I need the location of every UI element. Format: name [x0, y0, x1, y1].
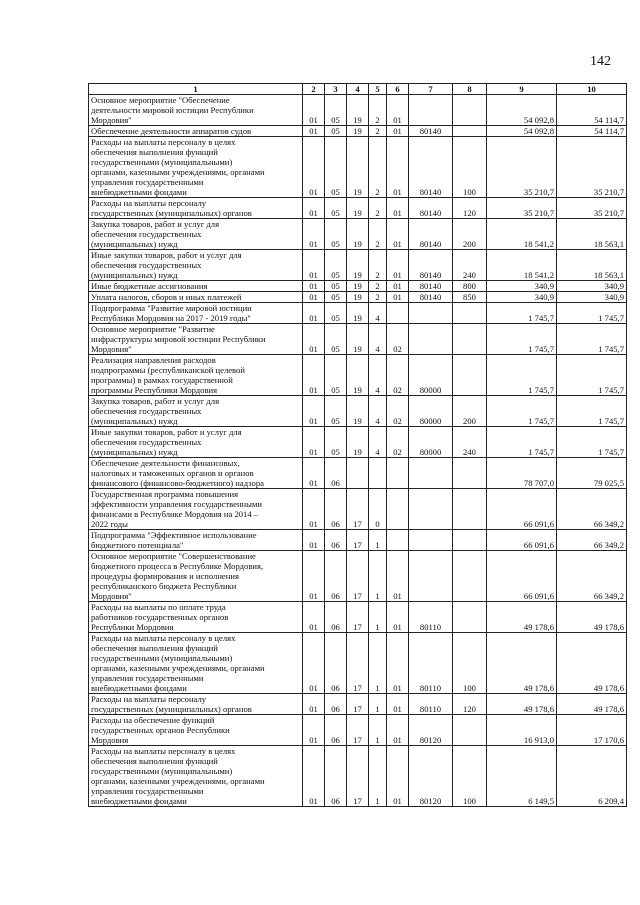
code-program: 19 [347, 250, 369, 281]
amount-year-1: 66 091,6 [487, 489, 557, 530]
code-activity: 01 [387, 715, 409, 746]
amount-year-1: 49 178,6 [487, 694, 557, 715]
table-row [89, 292, 627, 303]
amount-year-2: 35 210,7 [557, 137, 627, 198]
code-direction [409, 551, 453, 602]
code-section: 01 [303, 489, 325, 530]
code-subprogram: 1 [369, 602, 387, 633]
code-direction [409, 324, 453, 355]
amount-year-1: 49 178,6 [487, 602, 557, 633]
row-name: Иные бюджетные ассигнования [89, 281, 303, 292]
code-section: 01 [303, 292, 325, 303]
row-name: Расходы на выплаты персоналу в целях обеспечения выполнения функций государственными (муниципальными) органами, казенными учреждениями, органами управления государственными внебюджетными фондами [89, 633, 303, 694]
code-activity: 02 [387, 324, 409, 355]
code-subprogram: 4 [369, 303, 387, 324]
row-name: Основное мероприятие "Обеспечение деятельности мировой юстиции Республики Мордовия" [89, 95, 303, 126]
table-row [89, 198, 627, 219]
code-section: 01 [303, 427, 325, 458]
code-section: 01 [303, 219, 325, 250]
code-activity: 01 [387, 137, 409, 198]
amount-year-2: 49 178,6 [557, 633, 627, 694]
table-row [89, 530, 627, 551]
code-activity: 01 [387, 292, 409, 303]
code-section: 01 [303, 458, 325, 489]
code-subprogram: 4 [369, 324, 387, 355]
table-row [89, 602, 627, 633]
code-section: 01 [303, 281, 325, 292]
code-section: 01 [303, 95, 325, 126]
code-expense-type [453, 530, 487, 551]
code-section: 01 [303, 602, 325, 633]
code-activity [387, 458, 409, 489]
table-row [89, 250, 627, 281]
code-direction: 80140 [409, 219, 453, 250]
code-program: 19 [347, 198, 369, 219]
code-direction: 80110 [409, 633, 453, 694]
code-section: 01 [303, 198, 325, 219]
code-activity: 01 [387, 633, 409, 694]
table-row [89, 126, 627, 137]
amount-year-2: 1 745,7 [557, 324, 627, 355]
col-header: 7 [409, 84, 453, 95]
amount-year-1: 66 091,6 [487, 530, 557, 551]
code-subsection: 05 [325, 427, 347, 458]
row-name: Реализация направления расходов подпрограммы (республиканской целевой программы) в рамках государственной программы Республики Мордовия [89, 355, 303, 396]
code-expense-type: 120 [453, 198, 487, 219]
code-subsection: 05 [325, 281, 347, 292]
table-row [89, 694, 627, 715]
code-direction: 80140 [409, 292, 453, 303]
code-subprogram: 2 [369, 126, 387, 137]
amount-year-1: 1 745,7 [487, 396, 557, 427]
code-expense-type: 200 [453, 219, 487, 250]
code-program: 17 [347, 489, 369, 530]
page-number: 142 [590, 54, 611, 69]
amount-year-1: 1 745,7 [487, 355, 557, 396]
code-subsection: 05 [325, 198, 347, 219]
code-subprogram: 2 [369, 250, 387, 281]
code-program: 17 [347, 715, 369, 746]
code-subprogram: 4 [369, 427, 387, 458]
code-activity: 02 [387, 355, 409, 396]
code-program: 17 [347, 530, 369, 551]
table-row [89, 427, 627, 458]
code-subsection: 05 [325, 355, 347, 396]
code-direction [409, 95, 453, 126]
code-activity: 01 [387, 551, 409, 602]
code-expense-type [453, 602, 487, 633]
code-subsection: 05 [325, 137, 347, 198]
header-row [89, 84, 627, 95]
col-header: 3 [325, 84, 347, 95]
code-expense-type [453, 458, 487, 489]
code-section: 01 [303, 633, 325, 694]
code-activity: 01 [387, 694, 409, 715]
table-row [89, 633, 627, 694]
amount-year-2: 18 563,1 [557, 250, 627, 281]
table-row [89, 458, 627, 489]
code-section: 01 [303, 355, 325, 396]
row-name: Подпрограмма "Развитие мировой юстиции Республики Мордовия на 2017 - 2019 годы" [89, 303, 303, 324]
code-direction: 80000 [409, 355, 453, 396]
table-row [89, 715, 627, 746]
code-subsection: 05 [325, 396, 347, 427]
code-subsection: 05 [325, 303, 347, 324]
code-activity: 01 [387, 746, 409, 807]
code-subsection: 06 [325, 602, 347, 633]
amount-year-2: 66 349,2 [557, 551, 627, 602]
code-subsection: 06 [325, 489, 347, 530]
col-header: 8 [453, 84, 487, 95]
amount-year-1: 35 210,7 [487, 198, 557, 219]
amount-year-1: 35 210,7 [487, 137, 557, 198]
amount-year-2: 340,9 [557, 292, 627, 303]
amount-year-2: 49 178,6 [557, 602, 627, 633]
code-subsection: 05 [325, 95, 347, 126]
code-program: 19 [347, 95, 369, 126]
amount-year-2: 66 349,2 [557, 530, 627, 551]
code-expense-type: 200 [453, 396, 487, 427]
amount-year-1: 54 092,8 [487, 95, 557, 126]
code-subsection: 05 [325, 126, 347, 137]
code-expense-type [453, 303, 487, 324]
row-name: Расходы на выплаты персоналу государственных (муниципальных) органов [89, 198, 303, 219]
amount-year-2: 1 745,7 [557, 396, 627, 427]
amount-year-1: 54 092,8 [487, 126, 557, 137]
table-row [89, 303, 627, 324]
amount-year-2: 79 025,5 [557, 458, 627, 489]
code-expense-type: 800 [453, 281, 487, 292]
code-expense-type [453, 324, 487, 355]
code-expense-type: 100 [453, 137, 487, 198]
code-direction: 80120 [409, 715, 453, 746]
code-section: 01 [303, 694, 325, 715]
code-direction: 80110 [409, 602, 453, 633]
code-subprogram: 1 [369, 530, 387, 551]
code-section: 01 [303, 126, 325, 137]
code-subprogram: 0 [369, 489, 387, 530]
amount-year-1: 340,9 [487, 281, 557, 292]
row-name: Закупка товаров, работ и услуг для обеспечения государственных (муниципальных) нужд [89, 396, 303, 427]
code-subprogram [369, 458, 387, 489]
code-expense-type [453, 126, 487, 137]
code-program: 19 [347, 292, 369, 303]
row-name: Закупка товаров, работ и услуг для обеспечения государственных (муниципальных) нужд [89, 219, 303, 250]
amount-year-1: 66 091,6 [487, 551, 557, 602]
code-direction [409, 530, 453, 551]
amount-year-1: 49 178,6 [487, 633, 557, 694]
code-direction: 80000 [409, 396, 453, 427]
row-name: Расходы на выплаты персоналу в целях обеспечения выполнения функций государственными (муниципальными) органами, казенными учреждениями, органами управления государственными внебюджетными фондами [89, 746, 303, 807]
amount-year-1: 78 707,0 [487, 458, 557, 489]
amount-year-2: 1 745,7 [557, 355, 627, 396]
code-activity: 01 [387, 126, 409, 137]
code-subsection: 06 [325, 715, 347, 746]
code-direction: 80140 [409, 198, 453, 219]
col-header: 4 [347, 84, 369, 95]
code-activity [387, 530, 409, 551]
code-expense-type [453, 489, 487, 530]
code-subprogram: 1 [369, 633, 387, 694]
code-activity: 01 [387, 198, 409, 219]
table-row [89, 355, 627, 396]
code-subprogram: 4 [369, 396, 387, 427]
code-subsection: 06 [325, 551, 347, 602]
code-subsection: 05 [325, 250, 347, 281]
code-subsection: 06 [325, 530, 347, 551]
code-program: 19 [347, 126, 369, 137]
row-name: Расходы на выплаты персоналу в целях обеспечения выполнения функций государственными (муниципальными) органами, казенными учреждениями, органами управления государственными внебюджетными фондами [89, 137, 303, 198]
code-section: 01 [303, 715, 325, 746]
code-subsection: 06 [325, 458, 347, 489]
code-subprogram: 2 [369, 281, 387, 292]
code-direction: 80120 [409, 746, 453, 807]
code-subprogram: 1 [369, 551, 387, 602]
code-subprogram: 2 [369, 95, 387, 126]
row-name: Расходы на обеспечение функций государственных органов Республики Мордовия [89, 715, 303, 746]
row-name: Основное мероприятие "Развитие инфраструктуры мировой юстиции Республики Мордовия" [89, 324, 303, 355]
col-header: 6 [387, 84, 409, 95]
row-name: Расходы на выплаты персоналу государственных (муниципальных) органов [89, 694, 303, 715]
code-section: 01 [303, 746, 325, 807]
code-activity: 01 [387, 250, 409, 281]
code-program: 19 [347, 324, 369, 355]
code-expense-type [453, 715, 487, 746]
code-subprogram: 2 [369, 219, 387, 250]
code-activity: 01 [387, 281, 409, 292]
code-direction: 80140 [409, 137, 453, 198]
code-subprogram: 2 [369, 292, 387, 303]
code-direction: 80140 [409, 126, 453, 137]
code-program: 17 [347, 602, 369, 633]
code-direction [409, 458, 453, 489]
code-expense-type: 850 [453, 292, 487, 303]
row-name: Подпрограмма "Эффективное использование бюджетного потенциала" [89, 530, 303, 551]
amount-year-1: 16 913,0 [487, 715, 557, 746]
code-section: 01 [303, 551, 325, 602]
code-subsection: 06 [325, 694, 347, 715]
row-name: Иные закупки товаров, работ и услуг для обеспечения государственных (муниципальных) нужд [89, 427, 303, 458]
code-subprogram: 1 [369, 746, 387, 807]
amount-year-2: 54 114,7 [557, 126, 627, 137]
table-row [89, 489, 627, 530]
code-direction: 80110 [409, 694, 453, 715]
row-name: Обеспечение деятельности аппаратов судов [89, 126, 303, 137]
code-program: 17 [347, 551, 369, 602]
code-section: 01 [303, 137, 325, 198]
amount-year-2: 35 210,7 [557, 198, 627, 219]
amount-year-2: 1 745,7 [557, 427, 627, 458]
code-section: 01 [303, 530, 325, 551]
code-subsection: 05 [325, 219, 347, 250]
code-direction: 80140 [409, 281, 453, 292]
code-section: 01 [303, 250, 325, 281]
table-row [89, 324, 627, 355]
code-direction: 80000 [409, 427, 453, 458]
code-direction [409, 489, 453, 530]
table-row [89, 95, 627, 126]
col-header: 9 [487, 84, 557, 95]
amount-year-2: 54 114,7 [557, 95, 627, 126]
code-program: 19 [347, 427, 369, 458]
code-expense-type: 120 [453, 694, 487, 715]
code-expense-type: 100 [453, 633, 487, 694]
code-direction [409, 303, 453, 324]
amount-year-2: 17 170,6 [557, 715, 627, 746]
budget-table [88, 83, 627, 807]
code-program: 17 [347, 694, 369, 715]
code-direction: 80140 [409, 250, 453, 281]
code-expense-type: 240 [453, 427, 487, 458]
amount-year-2: 49 178,6 [557, 694, 627, 715]
table-row [89, 281, 627, 292]
code-section: 01 [303, 303, 325, 324]
code-subsection: 05 [325, 324, 347, 355]
amount-year-2: 1 745,7 [557, 303, 627, 324]
code-program: 19 [347, 355, 369, 396]
row-name: Иные закупки товаров, работ и услуг для обеспечения государственных (муниципальных) нужд [89, 250, 303, 281]
code-subsection: 06 [325, 633, 347, 694]
code-program: 19 [347, 396, 369, 427]
code-subprogram: 2 [369, 137, 387, 198]
code-program: 19 [347, 219, 369, 250]
col-header: 1 [89, 84, 303, 95]
code-expense-type [453, 355, 487, 396]
code-subsection: 06 [325, 746, 347, 807]
code-expense-type: 100 [453, 746, 487, 807]
code-subprogram: 4 [369, 355, 387, 396]
amount-year-1: 1 745,7 [487, 427, 557, 458]
col-header: 10 [557, 84, 627, 95]
code-activity [387, 489, 409, 530]
code-subsection: 05 [325, 292, 347, 303]
code-activity: 02 [387, 396, 409, 427]
table-row [89, 746, 627, 807]
amount-year-2: 340,9 [557, 281, 627, 292]
table-row [89, 219, 627, 250]
code-subprogram: 2 [369, 198, 387, 219]
code-program: 17 [347, 633, 369, 694]
amount-year-1: 1 745,7 [487, 303, 557, 324]
code-program: 17 [347, 746, 369, 807]
code-expense-type: 240 [453, 250, 487, 281]
amount-year-2: 18 563,1 [557, 219, 627, 250]
amount-year-2: 66 349,2 [557, 489, 627, 530]
row-name: Обеспечение деятельности финансовых, налоговых и таможенных органов и органов финансового (финансово-бюджетного) надзора [89, 458, 303, 489]
code-program: 19 [347, 281, 369, 292]
code-program [347, 458, 369, 489]
amount-year-1: 18 541,2 [487, 219, 557, 250]
code-activity: 01 [387, 602, 409, 633]
table-row [89, 137, 627, 198]
code-activity: 01 [387, 219, 409, 250]
code-section: 01 [303, 324, 325, 355]
row-name: Уплата налогов, сборов и иных платежей [89, 292, 303, 303]
code-activity [387, 303, 409, 324]
amount-year-1: 340,9 [487, 292, 557, 303]
code-subprogram: 1 [369, 715, 387, 746]
code-section: 01 [303, 396, 325, 427]
col-header: 5 [369, 84, 387, 95]
col-header: 2 [303, 84, 325, 95]
amount-year-1: 18 541,2 [487, 250, 557, 281]
code-activity: 02 [387, 427, 409, 458]
code-expense-type [453, 551, 487, 602]
table-row [89, 551, 627, 602]
amount-year-2: 6 209,4 [557, 746, 627, 807]
row-name: Основное мероприятие "Совершенствование бюджетного процесса в Республике Мордовия, процедуры формирования и исполнения республиканского бюджета Республики Мордовия" [89, 551, 303, 602]
row-name: Расходы на выплаты по оплате труда работников государственных органов Республики Мордовия [89, 602, 303, 633]
code-expense-type [453, 95, 487, 126]
code-program: 19 [347, 303, 369, 324]
code-activity: 01 [387, 95, 409, 126]
code-subprogram: 1 [369, 694, 387, 715]
amount-year-1: 6 149,5 [487, 746, 557, 807]
amount-year-1: 1 745,7 [487, 324, 557, 355]
code-program: 19 [347, 137, 369, 198]
row-name: Государственная программа повышения эффективности управления государственными финансами в Республике Мордовия на 2014 – 2022 годы [89, 489, 303, 530]
table-row [89, 396, 627, 427]
